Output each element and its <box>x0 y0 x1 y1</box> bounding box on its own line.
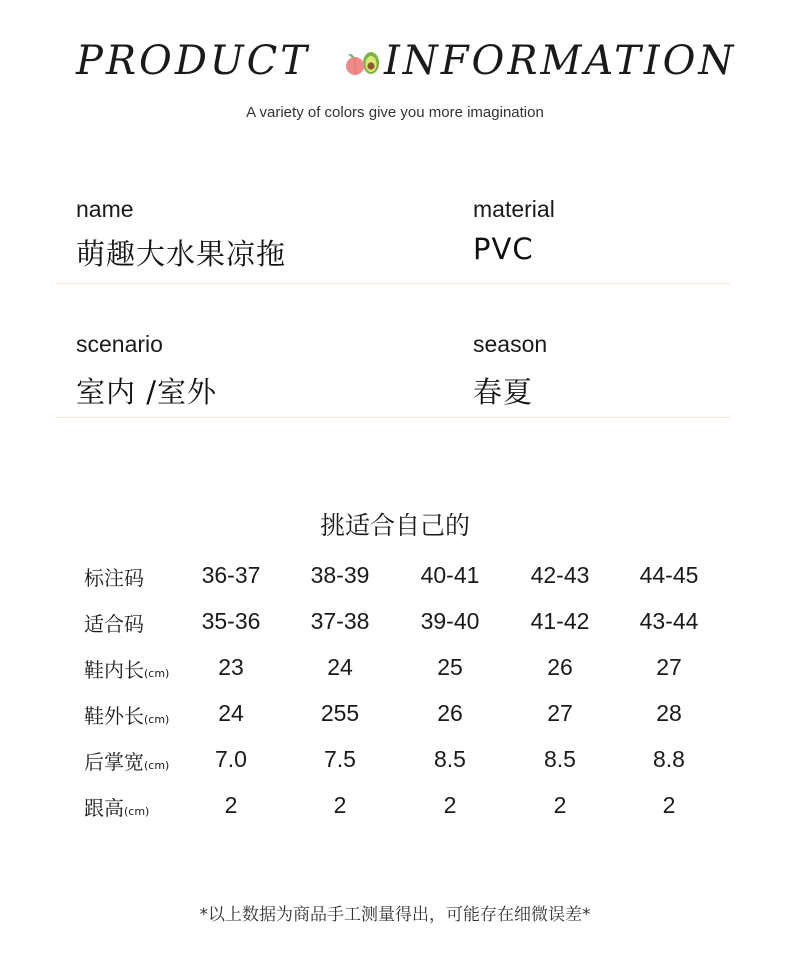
row-label: 标注码 <box>84 566 144 590</box>
divider <box>56 417 730 418</box>
name-label: name <box>76 196 134 222</box>
table-cell: 24 <box>327 654 353 680</box>
title-right: INFORMATION <box>384 38 737 84</box>
table-cell: 7.5 <box>324 746 356 772</box>
table-cell: 26 <box>437 700 463 726</box>
table-cell: 24 <box>218 700 244 726</box>
table-cell: 2 <box>224 792 238 818</box>
table-cell: 43-44 <box>639 608 699 634</box>
table-cell: 39-40 <box>420 608 480 634</box>
table-cell: 2 <box>333 792 347 818</box>
row-label: 鞋内长(cm) <box>84 658 170 682</box>
table-cell: 8.5 <box>544 746 576 772</box>
table-row <box>76 746 726 792</box>
divider <box>56 283 730 284</box>
table-cell: 38-39 <box>310 562 370 588</box>
table-cell: 8.5 <box>434 746 466 772</box>
subtitle: A variety of colors give you more imagination <box>246 104 544 121</box>
row-label: 后掌宽(cm) <box>84 750 170 774</box>
title-left: PRODUCT <box>76 38 310 84</box>
table-cell: 27 <box>547 700 573 726</box>
table-cell: 28 <box>656 700 682 726</box>
table-row <box>76 654 726 700</box>
table-cell: 25 <box>437 654 463 680</box>
material-value: PVC <box>473 232 534 266</box>
footnote: *以上数据为商品手工测量得出，可能存在细微误差* <box>199 905 591 925</box>
size-chart-heading: 挑适合自己的 <box>319 511 470 540</box>
table-cell: 8.8 <box>653 746 685 772</box>
table-cell: 36-37 <box>201 562 261 588</box>
row-label: 跟高(cm) <box>84 796 150 820</box>
table-cell: 42-43 <box>530 562 590 588</box>
material-label: material <box>473 196 555 222</box>
table-row <box>76 700 726 746</box>
row-label: 鞋外长(cm) <box>84 704 170 728</box>
table-cell: 7.0 <box>215 746 247 772</box>
table-cell: 35-36 <box>201 608 261 634</box>
table-row <box>76 562 726 608</box>
table-cell: 41-42 <box>530 608 590 634</box>
table-cell: 37-38 <box>310 608 370 634</box>
season-value: 春夏 <box>473 375 534 409</box>
table-cell: 2 <box>443 792 457 818</box>
name-value: 萌趣大水果凉拖 <box>76 237 287 271</box>
table-cell: 23 <box>218 654 244 680</box>
table-row <box>76 792 726 838</box>
table-cell: 26 <box>547 654 573 680</box>
scenario-value: 室内 /室外 <box>76 375 217 409</box>
table-cell: 44-45 <box>639 562 699 588</box>
table-cell: 255 <box>320 700 360 726</box>
page-title <box>0 30 790 92</box>
table-row <box>76 608 726 654</box>
table-cell: 2 <box>553 792 567 818</box>
season-label: season <box>473 331 548 357</box>
table-cell: 27 <box>656 654 682 680</box>
size-table <box>76 562 726 838</box>
table-cell: 2 <box>662 792 676 818</box>
table-cell: 40-41 <box>420 562 480 588</box>
peach-avocado-icon <box>340 47 384 79</box>
row-label: 适合码 <box>84 612 144 636</box>
scenario-label: scenario <box>76 331 163 357</box>
